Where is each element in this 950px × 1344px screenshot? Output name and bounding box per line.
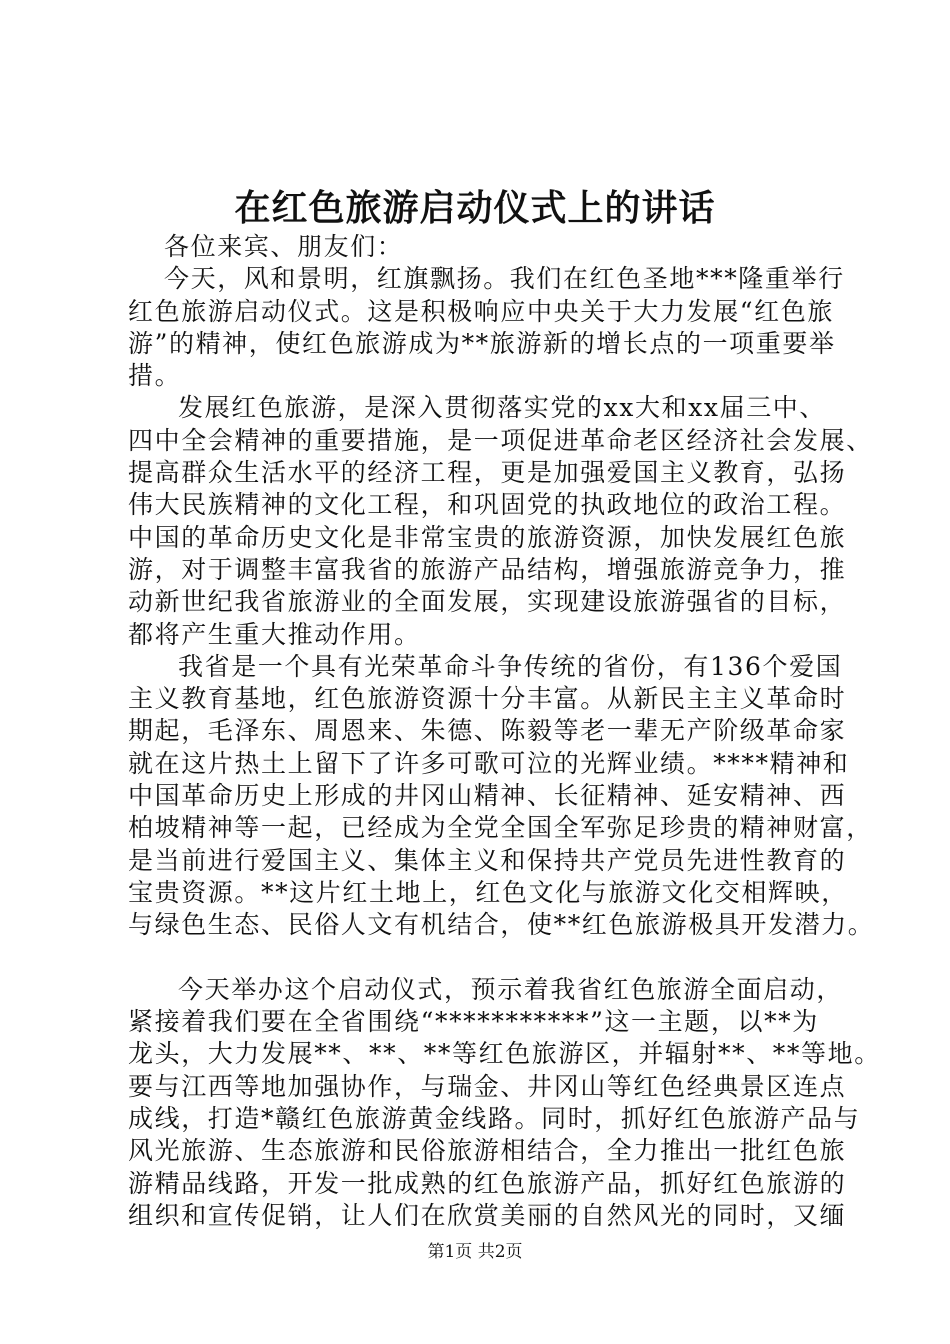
- text-line: 与绿色生态、民俗人文有机结合，使**红色旅游极具开发潜力。: [128, 910, 875, 940]
- text-line: 是当前进行爱国主义、集体主义和保持共产党员先进性教育的: [128, 845, 847, 875]
- page-number-footer: 第1页 共2页: [427, 1242, 523, 1262]
- text-line: 要与江西等地加强协作，与瑞金、井冈山等红色经典景区连点: [128, 1071, 847, 1101]
- document-title: 在红色旅游启动仪式上的讲话: [234, 187, 716, 229]
- text-line: 今天，风和景明，红旗飘扬。我们在红色圣地***隆重举行: [164, 264, 845, 294]
- text-line: 措。: [128, 361, 182, 391]
- text-line: 今天举办这个启动仪式，预示着我省红色旅游全面启动，: [178, 974, 844, 1004]
- blank-line: [128, 942, 858, 974]
- salutation-line: 各位来宾、朋友们：: [164, 232, 404, 261]
- text-line: 都将产生重大推动作用。: [128, 619, 421, 649]
- text-line: 组织和宣传促销，让人们在欣赏美丽的自然风光的同时，又缅: [128, 1200, 847, 1230]
- text-line: 成线，打造*赣红色旅游黄金线路。同时，抓好红色旅游产品与: [128, 1104, 861, 1134]
- text-line: 柏坡精神等一起，已经成为全党全国全军弥足珍贵的精神财富，: [128, 813, 873, 843]
- text-line: 中国革命历史上形成的井冈山精神、长征精神、延安精神、西: [128, 781, 847, 811]
- text-line: 中国的革命历史文化是非常宝贵的旅游资源，加快发展红色旅: [128, 522, 847, 552]
- text-line: 期起，毛泽东、周恩来、朱德、陈毅等老一辈无产阶级革命家: [128, 716, 847, 746]
- text-line: 宝贵资源。**这片红土地上，红色文化与旅游文化交相辉映，: [128, 877, 848, 907]
- text-line: 游”的精神，使红色旅游成为**旅游新的增长点的一项重要举: [128, 328, 836, 358]
- text-line: 就在这片热土上留下了许多可歌可泣的光辉业绩。****精神和: [128, 748, 850, 778]
- text-line: 我省是一个具有光荣革命斗争传统的省份，有136个爱国: [178, 651, 843, 681]
- text-line: 四中全会精神的重要措施，是一项促进革命老区经济社会发展、: [128, 425, 873, 455]
- text-line: 主义教育基地，红色旅游资源十分丰富。从新民主主义革命时: [128, 684, 847, 714]
- text-line: 风光旅游、生态旅游和民俗旅游相结合，全力推出一批红色旅: [128, 1136, 847, 1166]
- text-line: 红色旅游启动仪式。这是积极响应中央关于大力发展“红色旅: [128, 296, 834, 326]
- text-line: 紧接着我们要在全省围绕“***********”这一主题，以**为: [128, 1007, 819, 1037]
- text-line: 动新世纪我省旅游业的全面发展，实现建设旅游强省的目标，: [128, 587, 847, 617]
- text-line: 游，对于调整丰富我省的旅游产品结构，增强旅游竞争力，推: [128, 554, 847, 584]
- text-line: 提高群众生活水平的经济工程，更是加强爱国主义教育，弘扬: [128, 458, 847, 488]
- text-line: 龙头，大力发展**、**、**等红色旅游区，并辐射**、**等地。: [128, 1039, 881, 1069]
- text-line: 游精品线路，开发一批成熟的红色旅游产品，抓好红色旅游的: [128, 1168, 847, 1198]
- text-line: 发展红色旅游，是深入贯彻落实党的xx大和xx届三中、: [178, 393, 826, 423]
- text-line: 伟大民族精神的文化工程，和巩固党的执政地位的政治工程。: [128, 490, 847, 520]
- document-body: [128, 231, 881, 1232]
